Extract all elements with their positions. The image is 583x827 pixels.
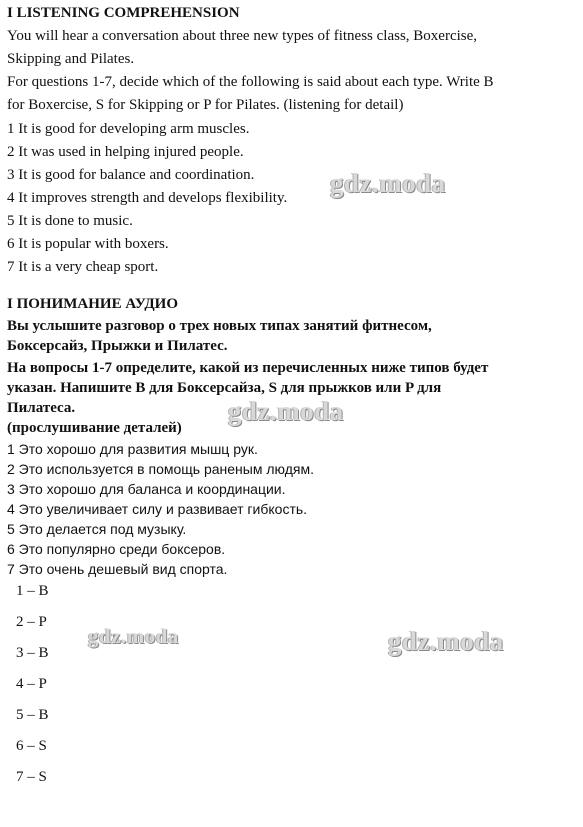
answer-item: 5 – B — [16, 707, 49, 723]
russian-intro-line-1: Вы услышите разговор о трех новых типах занятий фитнесом, — [7, 318, 432, 334]
russian-task-line-1: На вопросы 1-7 определите, какой из перечисленных ниже типов будет — [7, 360, 489, 376]
russian-item: 7 Это очень дешевый вид спорта. — [7, 561, 228, 577]
english-item: 2 It was used in helping injured people. — [7, 144, 244, 160]
english-task-line-1: For questions 1-7, decide which of the following is said about each type. Write B — [7, 74, 494, 90]
english-heading: I LISTENING COMPREHENSION — [7, 5, 240, 21]
english-intro-line-2: Skipping and Pilates. — [7, 51, 135, 67]
russian-heading: I ПОНИМАНИЕ АУДИО — [7, 296, 178, 312]
russian-item: 1 Это хорошо для развития мышц рук. — [7, 441, 258, 457]
english-task-line-2: for Boxercise, S for Skipping or P for Pilates. (listening for detail) — [7, 97, 404, 113]
watermark-logo: gdz.moda — [388, 626, 504, 656]
watermark-logo: gdz.moda — [88, 624, 179, 648]
russian-item: 3 Это хорошо для баланса и координации. — [7, 481, 286, 497]
russian-task-line-2: указан. Напишите B для Боксерсайза, S для прыжков или P для — [7, 380, 442, 396]
watermark-logo: gdz.moda — [330, 168, 446, 198]
english-item: 6 It is popular with boxers. — [7, 236, 169, 252]
answer-item: 4 – P — [16, 676, 47, 692]
watermark-logo: gdz.moda — [228, 396, 344, 426]
english-item: 4 It improves strength and develops flexibility. — [7, 190, 288, 206]
answer-item: 7 – S — [16, 769, 47, 785]
russian-item: 5 Это делается под музыку. — [7, 521, 187, 537]
russian-intro-line-2: Боксерсайз, Прыжки и Пилатес. — [7, 338, 228, 354]
russian-task-line-4: (прослушивание деталей) — [7, 420, 182, 436]
english-item: 7 It is a very cheap sport. — [7, 259, 159, 275]
russian-item: 2 Это используется в помощь раненым людям. — [7, 461, 314, 477]
answer-item: 6 – S — [16, 738, 47, 754]
answer-item: 2 – P — [16, 614, 47, 630]
answer-item: 1 – B — [16, 583, 49, 599]
english-item: 3 It is good for balance and coordination. — [7, 167, 255, 183]
english-item: 1 It is good for developing arm muscles. — [7, 121, 250, 137]
english-item: 5 It is done to music. — [7, 213, 133, 229]
english-intro-line-1: You will hear a conversation about three new types of fitness class, Boxercise, — [7, 28, 478, 44]
answer-item: 3 – B — [16, 645, 49, 661]
russian-item: 6 Это популярно среди боксеров. — [7, 541, 226, 557]
russian-task-line-3: Пилатеса. — [7, 400, 76, 416]
russian-item: 4 Это увеличивает силу и развивает гибкость. — [7, 501, 308, 517]
